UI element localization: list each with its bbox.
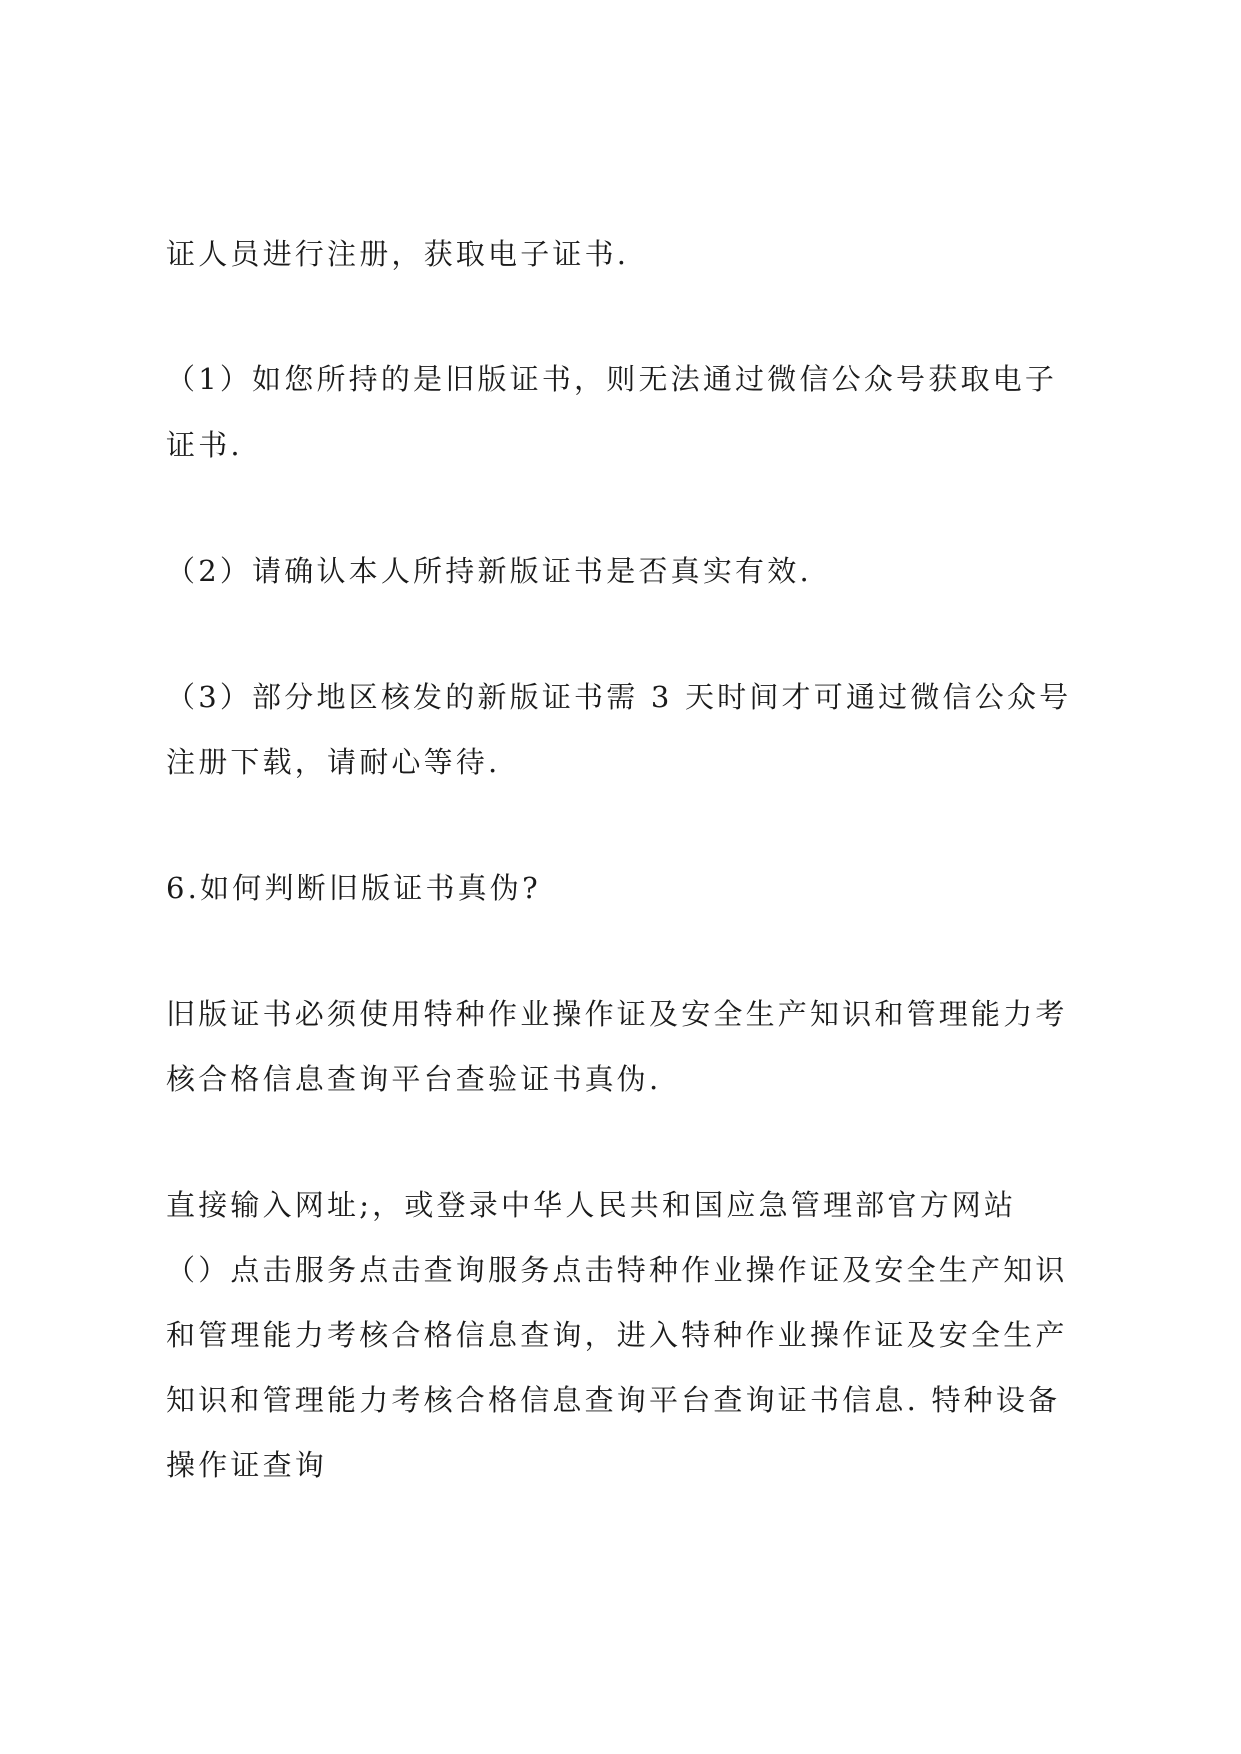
section-heading: 6.如何判断旧版证书真伪? bbox=[166, 871, 541, 905]
paragraph-line: 注册下载，请耐心等待. bbox=[166, 745, 501, 779]
paragraph-line: 操作证查询 bbox=[166, 1448, 328, 1482]
paragraph-line: 知识和管理能力考核合格信息查询平台查询证书信息. 特种设备 bbox=[166, 1383, 1061, 1417]
paragraph-line: （）点击服务点击查询服务点击特种作业操作证及安全生产知识 bbox=[166, 1253, 1068, 1287]
paragraph-line: （1）如您所持的是旧版证书，则无法通过微信公众号获取电子 bbox=[166, 362, 1058, 396]
paragraph-line: 和管理能力考核合格信息查询，进入特种作业操作证及安全生产 bbox=[166, 1318, 1068, 1352]
paragraph-line: 直接输入网址;，或登录中华人民共和国应急管理部官方网站 bbox=[166, 1188, 1017, 1222]
paragraph-line: 旧版证书必须使用特种作业操作证及安全生产知识和管理能力考 bbox=[166, 997, 1068, 1031]
paragraph-line: 证书. bbox=[166, 428, 243, 462]
paragraph-line: 证人员进行注册，获取电子证书. bbox=[166, 237, 630, 271]
paragraph-line: （3）部分地区核发的新版证书需 3 天时间才可通过微信公众号 bbox=[166, 680, 1072, 714]
paragraph-line: （2）请确认本人所持新版证书是否真实有效. bbox=[166, 554, 812, 588]
paragraph-line: 核合格信息查询平台查验证书真伪. bbox=[166, 1062, 662, 1096]
